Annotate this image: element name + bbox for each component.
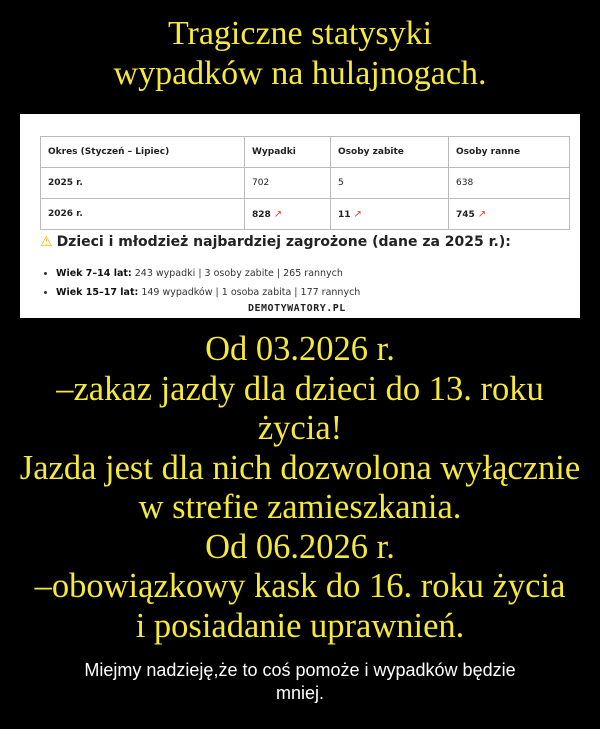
title-line-1: Tragiczne statysyki — [167, 15, 433, 52]
main-text-line: Jazda jest dla nich dozwolona wyłącznie — [19, 448, 581, 487]
main-text-line: życia! — [257, 409, 343, 447]
row-2025-injured: 638 — [449, 168, 570, 199]
caption — [20, 659, 580, 705]
main-text-line: Od 06.2026 r. — [205, 527, 395, 566]
header-injured: Osoby ranne — [449, 137, 570, 168]
meme-title — [0, 14, 600, 94]
title-line-2: wypadków na hulajnogach. — [113, 55, 487, 92]
statistics-table — [40, 136, 570, 230]
row-2025-period: 2025 r. — [41, 168, 245, 199]
chart-increasing-icon: ↗ — [353, 208, 362, 220]
warning-text: Dzieci i młodzież najbardziej zagrożone (dane za 2025 r.): — [56, 234, 511, 250]
watermark: DEMOTYWATORY.PL — [248, 303, 346, 314]
list-item — [56, 283, 360, 302]
row-2026-accidents-cell — [245, 199, 331, 230]
warning-heading — [40, 234, 511, 250]
caption-line-1: Miejmy nadzieję,że to coś pomoże i wypadków będzie — [84, 660, 516, 680]
age-stats: 243 wypadki | 3 osoby zabite | 265 rannych — [134, 268, 343, 279]
table-header-row — [41, 137, 570, 168]
list-item — [56, 264, 360, 283]
table-row — [41, 168, 570, 199]
header-accidents: Wypadki — [245, 137, 331, 168]
age-stats: 149 wypadków | 1 osoba zabita | 177 rannych — [141, 287, 361, 298]
main-text-line: –zakaz jazdy dla dzieci do 13. roku — [56, 369, 544, 408]
row-2026-injured-cell — [449, 199, 570, 230]
row-2026-killed-cell — [331, 199, 449, 230]
main-text-line: Od 03.2026 r. — [205, 330, 395, 368]
table-row — [41, 199, 570, 230]
row-2026-killed: 11 — [338, 209, 351, 220]
row-2025-killed: 5 — [331, 168, 449, 199]
age-label: Wiek 7–14 lat: — [56, 268, 132, 279]
statistics-image — [20, 114, 580, 318]
main-text — [0, 330, 600, 646]
row-2025-accidents: 702 — [245, 168, 331, 199]
age-group-list — [40, 264, 360, 302]
main-text-line: –obowiązkowy kask do 16. roku życia — [34, 567, 566, 605]
row-2026-accidents: 828 — [252, 209, 271, 220]
chart-increasing-icon: ↗ — [273, 208, 283, 220]
warning-icon: ⚠ — [40, 234, 53, 250]
chart-increasing-icon: ↗ — [477, 208, 487, 220]
main-text-line: i posiadanie uprawnień. — [135, 606, 465, 645]
row-2026-injured: 745 — [456, 209, 475, 220]
age-label: Wiek 15–17 lat: — [56, 287, 139, 298]
header-period: Okres (Styczeń – Lipiec) — [41, 137, 245, 168]
row-2026-period: 2026 r. — [41, 199, 245, 230]
caption-line-2: mniej. — [275, 683, 324, 703]
header-killed: Osoby zabite — [331, 137, 449, 168]
main-text-line: w strefie zamieszkania. — [138, 488, 462, 526]
